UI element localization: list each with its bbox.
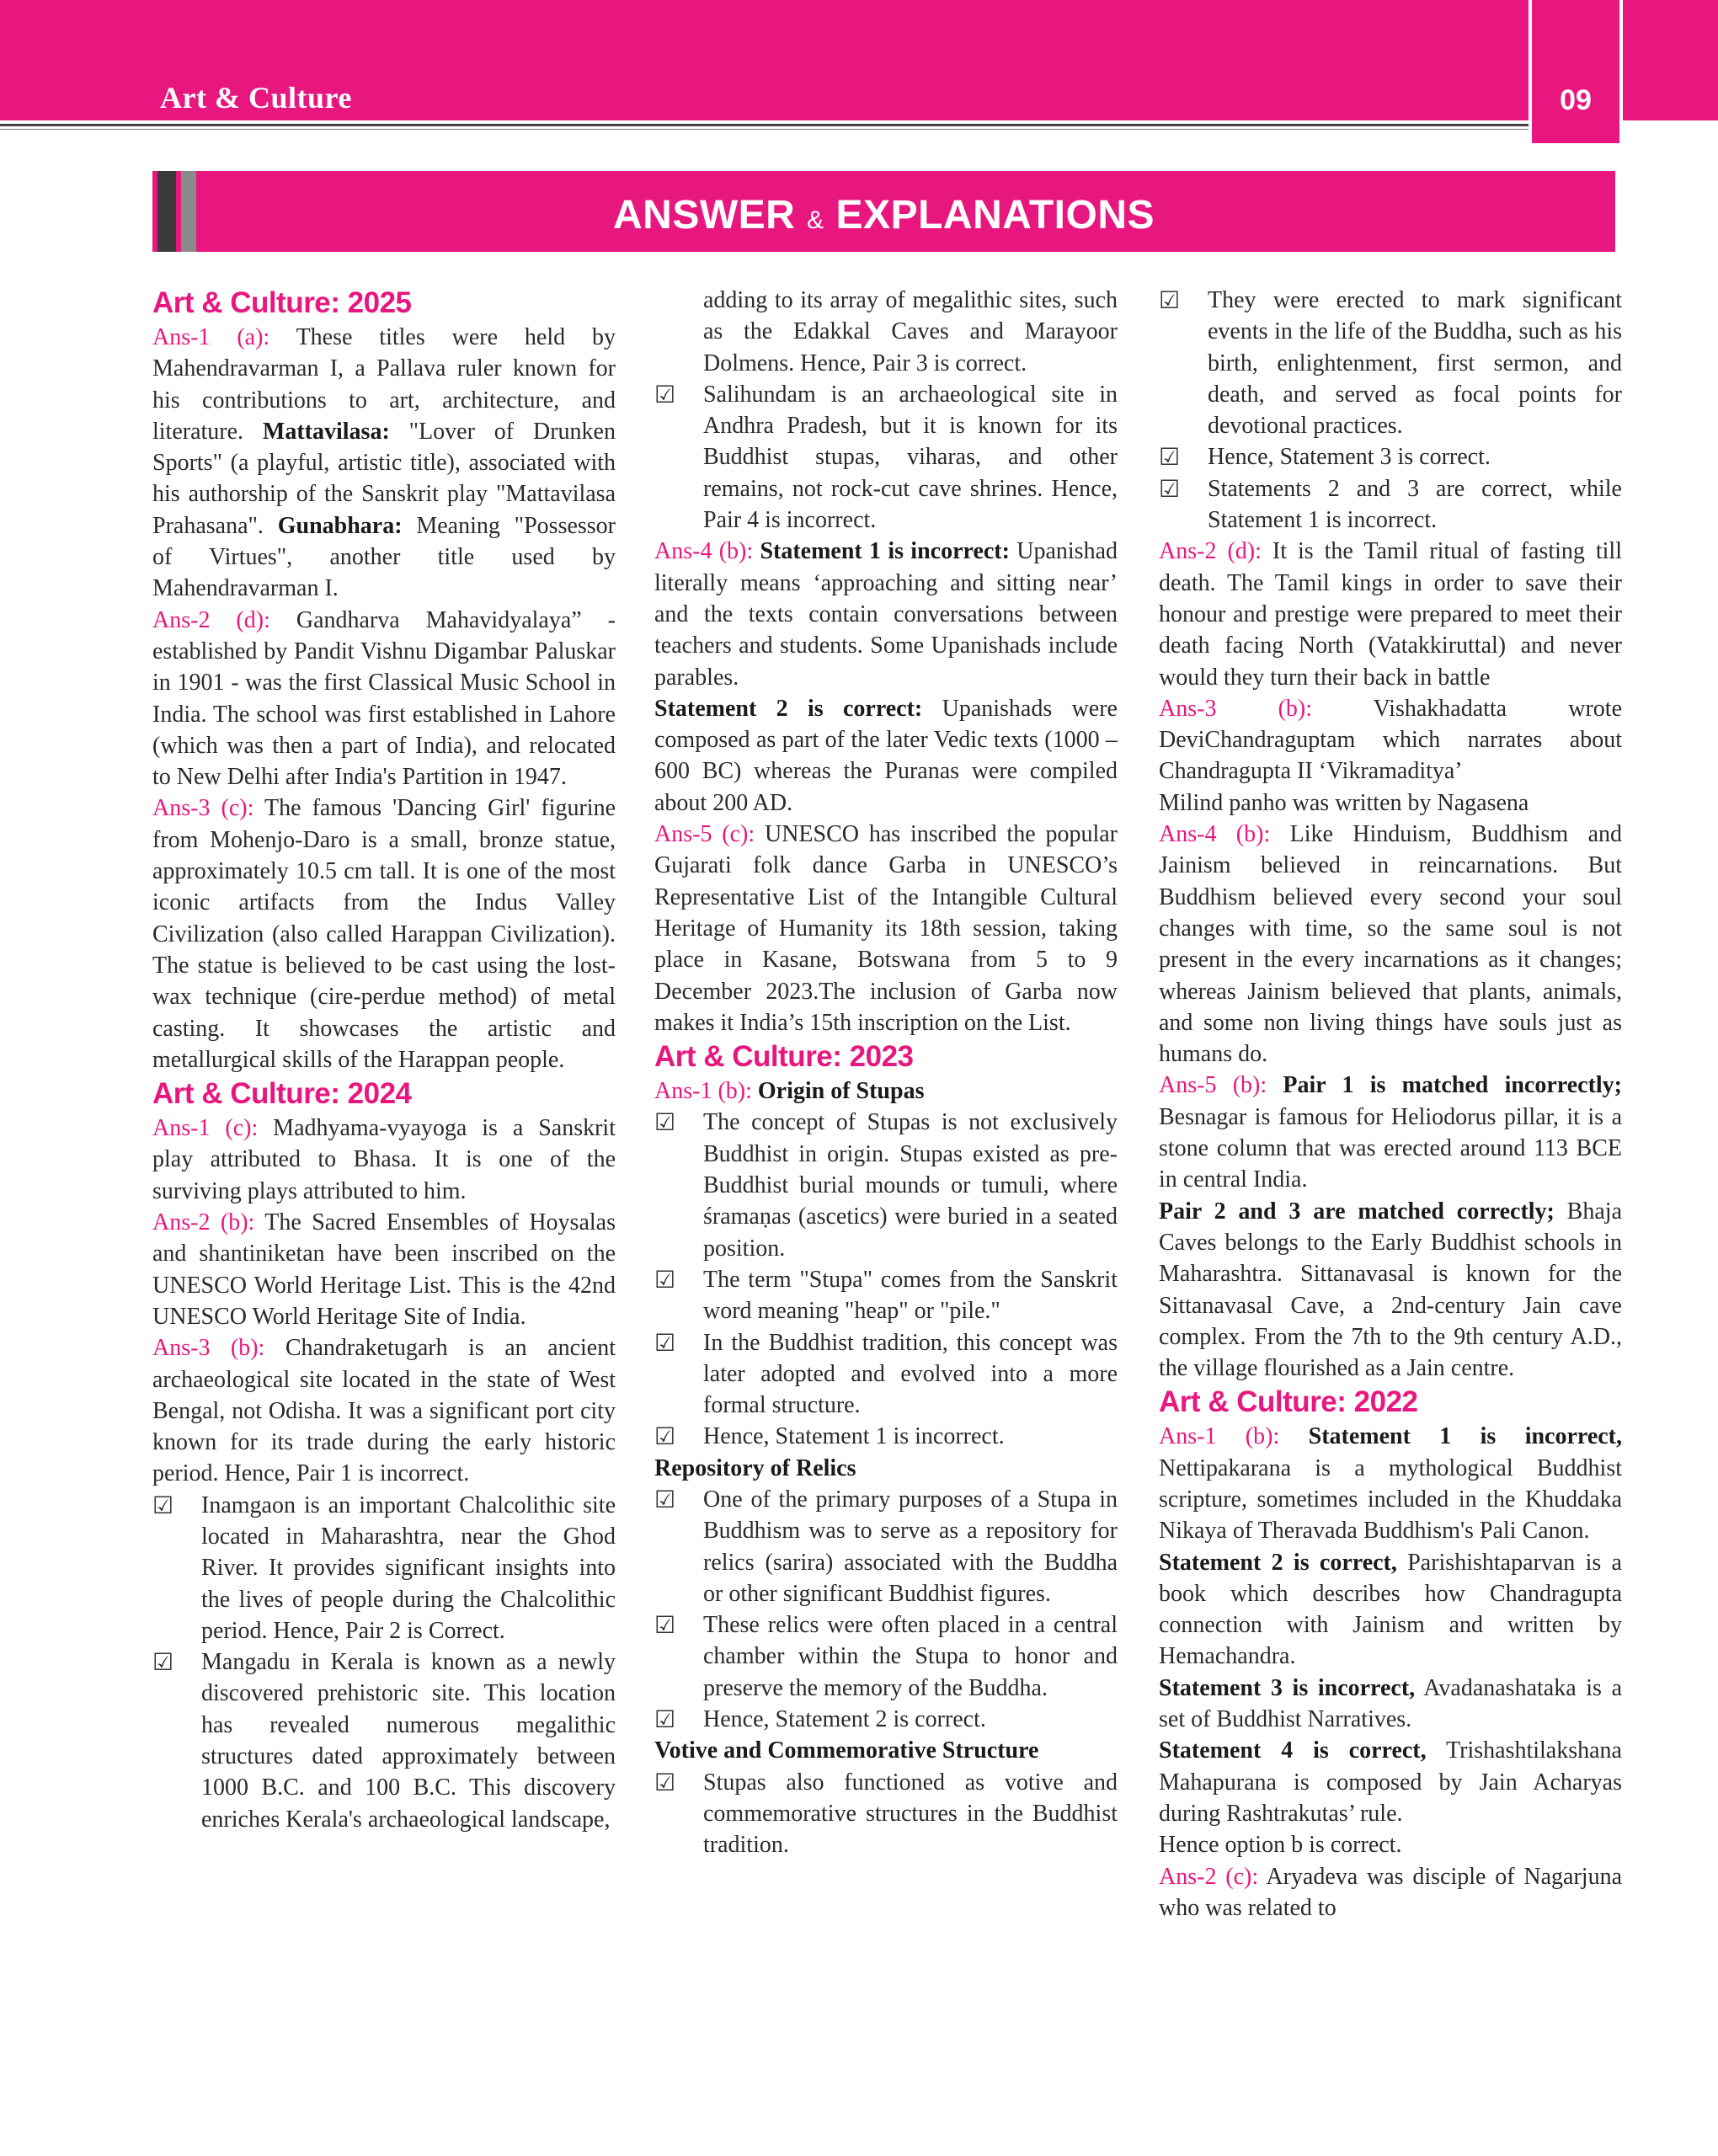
answer-bold: Pair 2 and 3 are matched correctly; bbox=[1159, 1198, 1555, 1225]
answer-label: Ans-2 (b): bbox=[152, 1209, 255, 1236]
answer-label: Ans-5 (b): bbox=[1159, 1072, 1267, 1099]
answer-label: Ans-2 (d): bbox=[1159, 538, 1262, 565]
answer-label: Ans-2 (d): bbox=[152, 606, 270, 633]
column-1 bbox=[152, 285, 616, 1835]
checkbox-bullet-salihundam: ☑ Salihundam is an archaeological site in Andhra Pradesh, but it is known for its Buddhist stupas, viharas, and other remains, not rock-cut cave shrines. Hence, Pair 4 is incorrect. bbox=[654, 379, 1118, 536]
answer-2022-1-final: Hence option b is correct. bbox=[1159, 1832, 1402, 1859]
checkbox-bullet-inamgaon: ☑ Inamgaon is an important Chalcolithic site located in Maharashtra, near the Ghod River. It provides significant insights into the lives of people during the Chalcolithic period. Hence, Pair 2 is Correct. bbox=[152, 1490, 616, 1646]
answer-text: Besnagar is famous for Heliodorus pillar, it is a stone column that was erected around 113 BCE in central India. bbox=[1159, 1103, 1622, 1193]
answer-bold: Pair 1 is matched incorrectly; bbox=[1267, 1072, 1622, 1099]
answer-2025-3 bbox=[152, 792, 616, 1075]
answer-2023-2 bbox=[1159, 536, 1622, 692]
answer-label: Ans-2 (c): bbox=[1159, 1863, 1259, 1890]
checkbox-bullet: ☑ In the Buddhist tradition, this concept was later adopted and evolved into a more formal structure. bbox=[654, 1327, 1118, 1422]
subheading-text: Repository of Relics bbox=[654, 1454, 856, 1481]
answer-text: Bhaja Caves belongs to the Early Buddhist schools in Maharashtra. Sittanavasal is known for the Sittanavasal Cave, a 2nd-century Jain cave complex. From the 7th to the 9th century A.D., the village flourished as a Jain centre. bbox=[1159, 1198, 1622, 1382]
subheading-text: Votive and Commemorative Structure bbox=[654, 1737, 1039, 1764]
checkbox-bullet: ☑ These relics were often placed in a central chamber within the Stupa to honor and preserve the memory of the Buddha. bbox=[654, 1609, 1118, 1704]
checkbox-bullet: ☑ Statements 2 and 3 are correct, while Statement 1 is incorrect. bbox=[1159, 473, 1622, 536]
answer-2024-1 bbox=[152, 1113, 616, 1207]
answer-label: Ans-3 (b): bbox=[152, 1335, 265, 1362]
book-title: Art & Culture bbox=[160, 81, 352, 115]
answer-2022-1 bbox=[1159, 1421, 1622, 1546]
checkbox-bullet: ☑ One of the primary purposes of a Stupa in Buddhism was to serve as a repository for relics (sarira) associated with the Buddha or other significant Buddhist figures. bbox=[654, 1484, 1118, 1609]
checkbox-bullet: ☑ The concept of Stupas is not exclusively Buddhist in origin. Stupas existed as pre-Buddhist burial mounds or tumuli, where śramaṇas (ascetics) were buried in a seated position. bbox=[654, 1107, 1118, 1263]
bullet-text: adding to its array of megalithic sites, such as the Edakkal Caves and Marayoor Dolmens. Hence, Pair 3 is correct. bbox=[703, 287, 1118, 376]
answer-2024-2 bbox=[152, 1207, 616, 1332]
answer-text: The Sacred Ensembles of Hoysalas and shantiniketan have been inscribed on the UNESCO World Heritage List. This is the 42nd UNESCO World Heritage Site of India. bbox=[152, 1209, 616, 1330]
subheading-relics bbox=[654, 1453, 1118, 1484]
checkbox-bullet: ☑ Hence, Statement 3 is correct. bbox=[1159, 441, 1622, 472]
checkbox-bullet: ☑ Stupas also functioned as votive and commemorative structures in the Buddhist tradition. bbox=[654, 1767, 1118, 1861]
year-heading-2022: Art & Culture: 2022 bbox=[1159, 1385, 1418, 1419]
subheading-origin: Origin of Stupas bbox=[751, 1078, 925, 1105]
answer-text: Nettipakarana is a mythological Buddhist scripture, sometimes included in the Khuddaka Nikaya of Theravada Buddhism's Pali Canon. bbox=[1159, 1454, 1622, 1545]
answer-text: Parishishtaparvan is a book which describes how Chandragupta connection with Jainism and written by Hemachandra. bbox=[1159, 1549, 1622, 1670]
answer-text: The famous 'Dancing Girl' figurine from Mohenjo-Daro is a small, bronze statue, approximately 10.5 cm tall. It is one of the most iconic artifacts from the Indus Valley Civilization (also called Harappan Civilization). The statue is believed to be cast using the lost-wax technique (cire-perdue method) of metal casting. It showcases the artistic and metallurgical skills of the Harappan people. bbox=[152, 795, 616, 1073]
checkbox-bullet: ☑ They were erected to mark significant events in the life of the Buddha, such as his birth, enlightenment, first sermon, and death, and served as focal points for devotional practices. bbox=[1159, 285, 1622, 441]
year-heading-2023: Art & Culture: 2023 bbox=[654, 1040, 914, 1074]
answer-2024-5 bbox=[654, 819, 1118, 1038]
answer-2023-5-pairs bbox=[1159, 1196, 1622, 1385]
year-heading-2024: Art & Culture: 2024 bbox=[152, 1077, 412, 1111]
answer-label: Ans-3 (c): bbox=[152, 795, 254, 822]
answer-label: Ans-1 (a): bbox=[152, 324, 270, 350]
answer-label: Ans-3 (b): bbox=[1159, 695, 1312, 722]
answer-text: It is the Tamil ritual of fasting till death. The Tamil kings in order to save their honour and prestige were prepared to meet their death facing North (Vatakkiruttal) and never would they turn their back in battle bbox=[1159, 538, 1622, 691]
answer-2022-1-statement-4 bbox=[1159, 1735, 1622, 1829]
answer-text: Chandraketugarh is an ancient archaeological site located in the state of West Bengal, not Odisha. It was a significant port city known for its trade during the early historic period. Hence, Pair 1 is incorrect. bbox=[152, 1335, 616, 1487]
bullet-continuation bbox=[654, 285, 1118, 379]
answer-2025-1 bbox=[152, 322, 616, 605]
section-title-amp: & bbox=[807, 206, 824, 234]
answer-bold: Statement 3 is incorrect, bbox=[1159, 1674, 1416, 1701]
answer-text: Trishashtilakshana Mahapurana is composed by Jain Acharyas during Rashtrakutas’ rule. bbox=[1159, 1737, 1622, 1827]
answer-text: UNESCO has inscribed the popular Gujarati folk dance Garba in UNESCO’s Representative List of the Intangible Cultural Heritage of Humanity its 18th session, taking place in Kasane, Botswana from 5 to 9 December 2023.The inclusion of Garba now makes it India’s 15th inscription on the List. bbox=[654, 821, 1118, 1036]
answer-2024-4-statement-2 bbox=[654, 693, 1118, 819]
answer-label: Ans-4 (b): bbox=[654, 538, 754, 565]
column-3 bbox=[1159, 285, 1622, 1924]
answer-text: Madhyama-vyayoga is a Sanskrit play attributed to Bhasa. It is one of the surviving plays attributed to him. bbox=[152, 1115, 616, 1204]
column-2 bbox=[654, 285, 1118, 1861]
answer-label: Ans-1 (b): bbox=[1159, 1423, 1280, 1450]
answer-bold: Statement 2 is correct, bbox=[1159, 1549, 1397, 1576]
year-heading-2025: Art & Culture: 2025 bbox=[152, 286, 412, 319]
answer-2023-3 bbox=[1159, 693, 1622, 787]
answer-text: Aryadeva was disciple of Nagarjuna who was related to bbox=[1159, 1863, 1622, 1921]
answer-text: Avadanashataka is a set of Buddhist Narratives. bbox=[1159, 1674, 1622, 1733]
answer-bold: Statement 2 is correct: bbox=[654, 695, 923, 722]
subheading-votive bbox=[654, 1735, 1118, 1766]
answer-2023-3-extra: Milind panho was written by Nagasena bbox=[1159, 789, 1529, 816]
answer-text: Vishakhadatta wrote DeviChandraguptam which narrates about Chandragupta II ‘Vikramaditya’ bbox=[1159, 695, 1622, 785]
answer-2022-1-statement-3 bbox=[1159, 1673, 1622, 1736]
section-title-right: EXPLANATIONS bbox=[835, 193, 1155, 237]
answer-text: "Lover of Drunken Sports" (a playful, artistic title), associated with his authorship of the Sanskrit play "Mattavilasa Prahasana". bbox=[152, 418, 616, 539]
answer-text: These titles were held by Mahendravarman I, a Pallava ruler known for his contributions to art, architecture, and literature. bbox=[152, 324, 616, 445]
checkbox-bullet: ☑ Hence, Statement 2 is correct. bbox=[654, 1704, 1118, 1735]
top-rule bbox=[0, 124, 1529, 126]
answer-label: Ans-4 (b): bbox=[1159, 821, 1271, 848]
page-number: 09 bbox=[1560, 84, 1592, 116]
checkbox-bullet-mangadu: ☑ Mangadu in Kerala is known as a newly discovered prehistoric site. This location has revealed numerous megalithic structures dated approximately between 1000 B.C. and 100 B.C. This discovery enriches Kerala's archaeological landscape, bbox=[152, 1646, 616, 1835]
answer-2024-4 bbox=[654, 536, 1118, 692]
answer-2024-3 bbox=[152, 1332, 616, 1489]
section-title-left: ANSWER bbox=[613, 193, 796, 237]
answer-label: Ans-5 (c): bbox=[654, 821, 755, 848]
answer-bold: Statement 1 is incorrect: bbox=[753, 538, 1010, 565]
page-number-box bbox=[1529, 0, 1623, 143]
answer-bold: Statement 4 is correct, bbox=[1159, 1737, 1427, 1764]
answer-2025-2 bbox=[152, 605, 616, 793]
answer-bold: Statement 1 is incorrect, bbox=[1279, 1423, 1623, 1450]
section-header bbox=[152, 171, 1615, 252]
answer-label: Ans-1 (b): bbox=[654, 1078, 752, 1105]
answer-2022-1-statement-2 bbox=[1159, 1547, 1622, 1673]
answer-2023-5 bbox=[1159, 1070, 1622, 1195]
answer-label: Ans-1 (c): bbox=[152, 1115, 259, 1142]
answer-bold: Mattavilasa: bbox=[262, 418, 390, 445]
checkbox-bullet: ☑ The term "Stupa" comes from the Sanskrit word meaning "heap" or "pile." bbox=[654, 1264, 1118, 1327]
checkbox-bullet: ☑ Hence, Statement 1 is incorrect. bbox=[654, 1421, 1118, 1452]
answer-text: Gandharva Mahavidyalaya” - established by Pandit Vishnu Digambar Paluskar in 1901 - was the first Classical Music School in India. The school was first established in Lahore (which was then a part of India), and relocated to New Delhi after India's Partition in 1947. bbox=[152, 606, 616, 791]
answer-text: Meaning "Possessor of Virtues", another title used by Mahendravarman I. bbox=[152, 512, 616, 602]
answer-2022-2 bbox=[1159, 1861, 1622, 1924]
section-title bbox=[152, 192, 1615, 238]
top-rule-thin bbox=[0, 129, 1529, 130]
answer-2023-1 bbox=[654, 1075, 1118, 1107]
answer-bold: Gunabhara: bbox=[277, 512, 403, 539]
answer-text: Upanishads were composed as part of the later Vedic texts (1000 – 600 BC) whereas the Puranas were compiled about 200 AD. bbox=[654, 695, 1118, 816]
answer-2023-4 bbox=[1159, 819, 1622, 1070]
answer-text: Upanishad literally means ‘approaching and sitting near’ and the texts contain conversations between teachers and students. Some Upanishads include parables. bbox=[654, 538, 1118, 691]
answer-text: Like Hinduism, Buddhism and Jainism believed in reincarnations. But Buddhism believed every second your soul changes with time, so the same soul is not present in the every incarnations as it changes; whereas Jainism believed that plants, animals, and some non living things have souls just as humans do. bbox=[1159, 821, 1622, 1068]
